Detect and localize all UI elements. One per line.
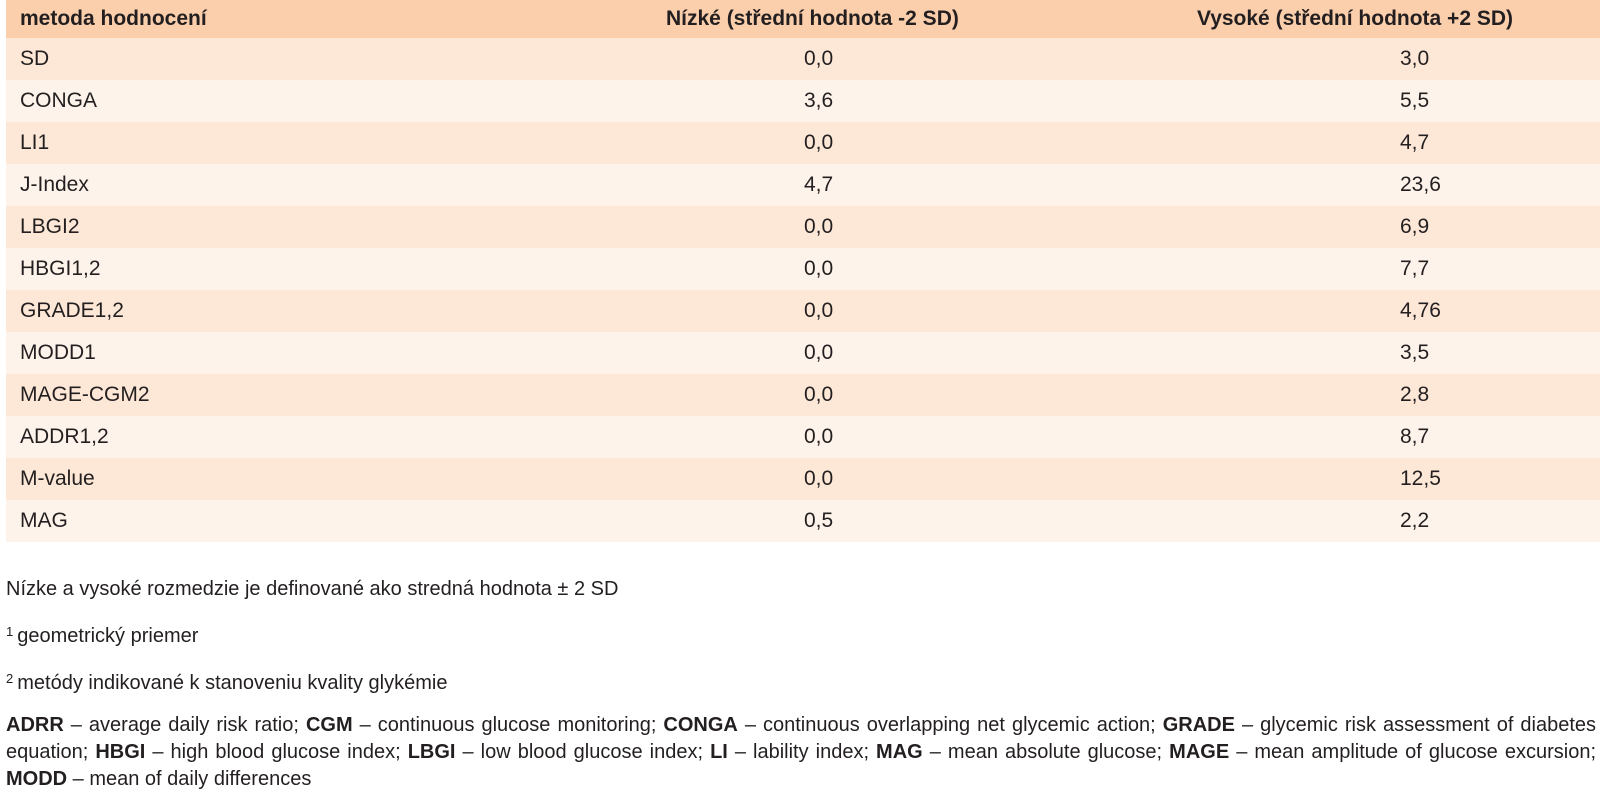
- abbreviations-paragraph: [6, 712, 1596, 793]
- column-header-low: Nízké (střední hodnota -2 SD): [666, 7, 959, 30]
- cell-high: 3,0: [1400, 47, 1430, 70]
- footnote-2-mark: 2: [6, 671, 14, 686]
- cell-high: 4,76: [1400, 299, 1441, 322]
- cell-method: CONGA: [20, 89, 98, 112]
- abbr-definition: – mean absolute glucose;: [922, 741, 1170, 763]
- cell-method: ADDR1,2: [20, 425, 109, 448]
- table-notes: [6, 576, 1596, 793]
- cell-low: 4,7: [804, 173, 834, 196]
- cell-method: GRADE1,2: [20, 299, 124, 322]
- table-row: [6, 206, 1600, 248]
- abbr-definition: – continuous glucose monitoring;: [352, 714, 664, 736]
- cell-low: 0,0: [804, 131, 834, 154]
- column-header-high: Vysoké (střední hodnota +2 SD): [1196, 7, 1514, 30]
- footnote-1-text: geometrický priemer: [17, 625, 199, 647]
- cell-high: 8,7: [1400, 425, 1430, 448]
- cell-low: 0,5: [804, 509, 834, 532]
- abbr-term: HBGI: [95, 741, 146, 763]
- cell-high: 6,9: [1400, 215, 1430, 238]
- table-row: [6, 122, 1600, 164]
- range-note: Nízke a vysoké rozmedzie je definované ako stredná hodnota ± 2 SD: [6, 578, 619, 600]
- cell-low: 0,0: [804, 341, 834, 364]
- abbr-definition: – mean of daily differences: [67, 768, 312, 790]
- cell-high: 2,2: [1400, 509, 1430, 532]
- abbr-term: LBGI: [407, 741, 456, 763]
- abbr-definition: – lability index;: [727, 741, 877, 763]
- cell-low: 0,0: [804, 467, 834, 490]
- abbr-definition: – mean amplitude of glucose excursion;: [1229, 741, 1596, 763]
- cell-low: 0,0: [804, 383, 834, 406]
- abbr-definition: – glycemic risk assessment of diabetes equation;: [6, 714, 1597, 763]
- table-row: [6, 164, 1600, 206]
- cell-method: MODD1: [20, 341, 96, 364]
- footnote-1: [6, 618, 1596, 650]
- cell-high: 3,5: [1400, 341, 1430, 364]
- cell-high: 12,5: [1400, 467, 1441, 490]
- table-row: [6, 500, 1600, 542]
- cell-method: MAG: [20, 509, 68, 532]
- cell-high: 23,6: [1400, 173, 1441, 196]
- abbr-term: CGM: [305, 714, 353, 736]
- table-row: [6, 248, 1600, 290]
- cell-low: 0,0: [804, 299, 834, 322]
- abbr-term: MAG: [876, 741, 923, 763]
- cell-method: LBGI2: [20, 215, 80, 238]
- abbr-term: GRADE: [1162, 714, 1235, 736]
- cell-method: SD: [20, 47, 50, 70]
- cell-method: HBGI1,2: [20, 257, 101, 280]
- table-row: [6, 80, 1600, 122]
- cell-method: MAGE-CGM2: [20, 383, 150, 406]
- cell-low: 0,0: [804, 425, 834, 448]
- abbr-term: MAGE: [1169, 741, 1230, 763]
- table-row: [6, 290, 1600, 332]
- abbr-definition: – high blood glucose index;: [145, 741, 408, 763]
- glycemic-variability-table: [6, 0, 1600, 542]
- cell-high: 5,5: [1400, 89, 1430, 112]
- abbr-definition: – average daily risk ratio;: [63, 714, 306, 736]
- cell-low: 3,6: [804, 89, 834, 112]
- abbr-term: ADRR: [6, 714, 64, 736]
- cell-low: 0,0: [804, 47, 834, 70]
- table-row: [6, 374, 1600, 416]
- abbr-term: LI: [710, 741, 728, 763]
- table-row: [6, 458, 1600, 500]
- footnote-1-mark: 1: [6, 624, 14, 639]
- table-row: [6, 416, 1600, 458]
- cell-high: 7,7: [1400, 257, 1430, 280]
- cell-high: 2,8: [1400, 383, 1430, 406]
- table-row: [6, 332, 1600, 374]
- abbr-term: CONGA: [663, 714, 738, 736]
- cell-method: LI1: [20, 131, 50, 154]
- footnote-2: [6, 665, 1596, 697]
- footnote-2-text: metódy indikované k stanoveniu kvality glykémie: [17, 672, 448, 694]
- cell-method: M-value: [20, 467, 95, 490]
- table-row: [6, 38, 1600, 80]
- table-header-row: [6, 0, 1600, 38]
- cell-high: 4,7: [1400, 131, 1430, 154]
- cell-method: J-Index: [20, 173, 89, 196]
- cell-low: 0,0: [804, 215, 834, 238]
- cell-low: 0,0: [804, 257, 834, 280]
- column-header-method: metoda hodnocení: [20, 7, 207, 30]
- abbr-term: MODD: [6, 768, 68, 790]
- abbr-definition: – continuous overlapping net glycemic action;: [737, 714, 1163, 736]
- abbr-definition: – low blood glucose index;: [455, 741, 711, 763]
